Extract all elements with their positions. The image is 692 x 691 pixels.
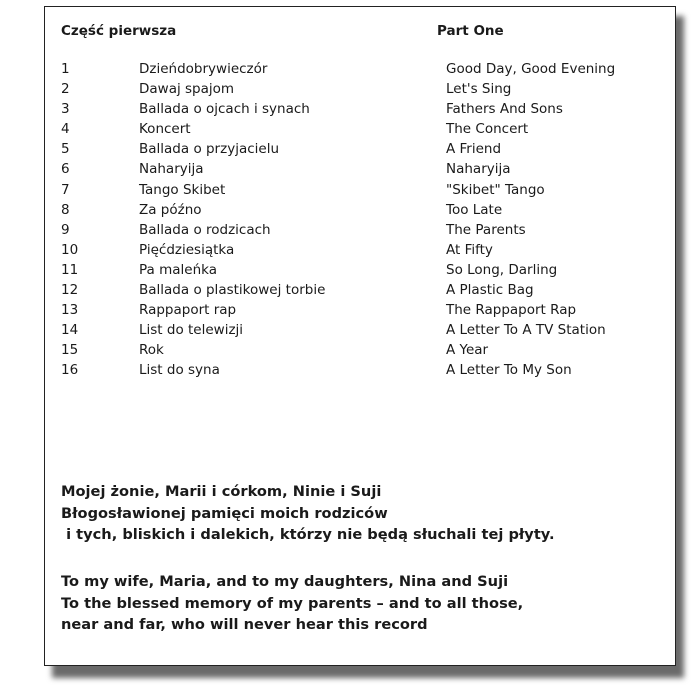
track-row [61,240,651,260]
track-number: 14 [61,322,79,339]
track-title-polish: List do telewizji [139,322,244,339]
polish-dedication-line: Błogosławionej pamięci moich rodziców [61,504,388,522]
track-title-english: Good Day, Good Evening [446,61,616,77]
track-title-english: A Letter To A TV Station [446,322,606,339]
polish-dedication-line: Mojej żonie, Marii i córkom, Ninie i Suji [61,483,382,500]
polish-heading: Część pierwsza [61,23,177,39]
track-number: 10 [61,241,79,258]
track-title-polish: Naharyija [139,161,204,178]
track-title-polish: Dzieńdobrywieczór [139,61,268,77]
track-title-polish: Pa maleńka [139,261,217,278]
track-number: 11 [61,261,79,278]
track-title-english: The Concert [446,121,529,138]
track-title-english: Fathers And Sons [446,101,563,118]
polish-dedication-line: i tych, bliskich i dalekich, którzy nie będą słuchali tej płyty. [61,526,555,544]
english-dedication [61,571,523,636]
track-row [61,59,651,79]
track-row [61,260,651,280]
track-title-english: Let's Sing [446,81,512,98]
track-title-english: A Plastic Bag [446,282,534,299]
track-row [61,340,651,360]
track-number: 1 [61,61,70,77]
track-title-english: Naharyija [446,161,511,178]
track-title-english: The Rappaport Rap [446,302,577,319]
track-number: 9 [61,221,70,238]
track-title-english: A Letter To My Son [446,362,572,379]
track-row [61,300,651,320]
track-row [61,280,651,300]
track-title-polish: Tango Skibet [139,181,226,198]
track-title-polish: Ballada o rodzicach [139,221,271,238]
track-list [61,59,651,381]
track-number: 2 [61,81,70,98]
english-heading: Part One [437,23,504,39]
track-title-polish: Za późno [139,201,202,218]
track-title-polish: Ballada o przyjacielu [139,141,279,158]
track-title-polish: Rok [139,342,164,359]
track-title-polish: Ballada o plastikowej torbie [139,282,326,299]
track-title-english: At Fifty [446,241,493,258]
polish-dedication [61,481,555,546]
track-number: 15 [61,342,79,359]
track-row [61,159,651,179]
track-title-english: So Long, Darling [446,261,558,278]
track-title-polish: Ballada o ojcach i synach [139,101,310,118]
track-number: 6 [61,161,70,178]
english-dedication-line: To my wife, Maria, and to my daughters, Nina and Suji [61,573,509,590]
track-title-english: The Parents [446,221,526,238]
track-row [61,360,651,380]
track-number: 3 [61,101,70,118]
track-number: 16 [61,362,79,379]
track-number: 5 [61,141,70,158]
track-row [61,79,651,99]
track-title-english: A Friend [446,141,502,158]
track-number: 4 [61,121,70,138]
track-number: 12 [61,282,79,299]
track-number: 7 [61,181,70,198]
track-row [61,220,651,240]
track-title-polish: List do syna [139,362,220,379]
track-title-english: A Year [446,342,489,359]
track-row [61,119,651,139]
track-title-polish: Rappaport rap [139,302,237,319]
track-title-polish: Koncert [139,121,191,138]
track-row [61,139,651,159]
track-number: 8 [61,201,70,218]
track-title-english: "Skibet" Tango [446,181,545,198]
track-number: 13 [61,302,79,319]
track-title-polish: Dawaj spajom [139,81,235,98]
track-row [61,180,651,200]
english-dedication-line: near and far, who will never hear this record [61,616,428,634]
track-row [61,320,651,340]
track-title-english: Too Late [446,201,503,218]
track-row [61,99,651,119]
english-dedication-line: To the blessed memory of my parents – and to all those, [61,594,524,612]
liner-notes-card [44,6,676,666]
track-title-polish: Pięćdziesiątka [139,241,235,258]
track-row [61,200,651,220]
